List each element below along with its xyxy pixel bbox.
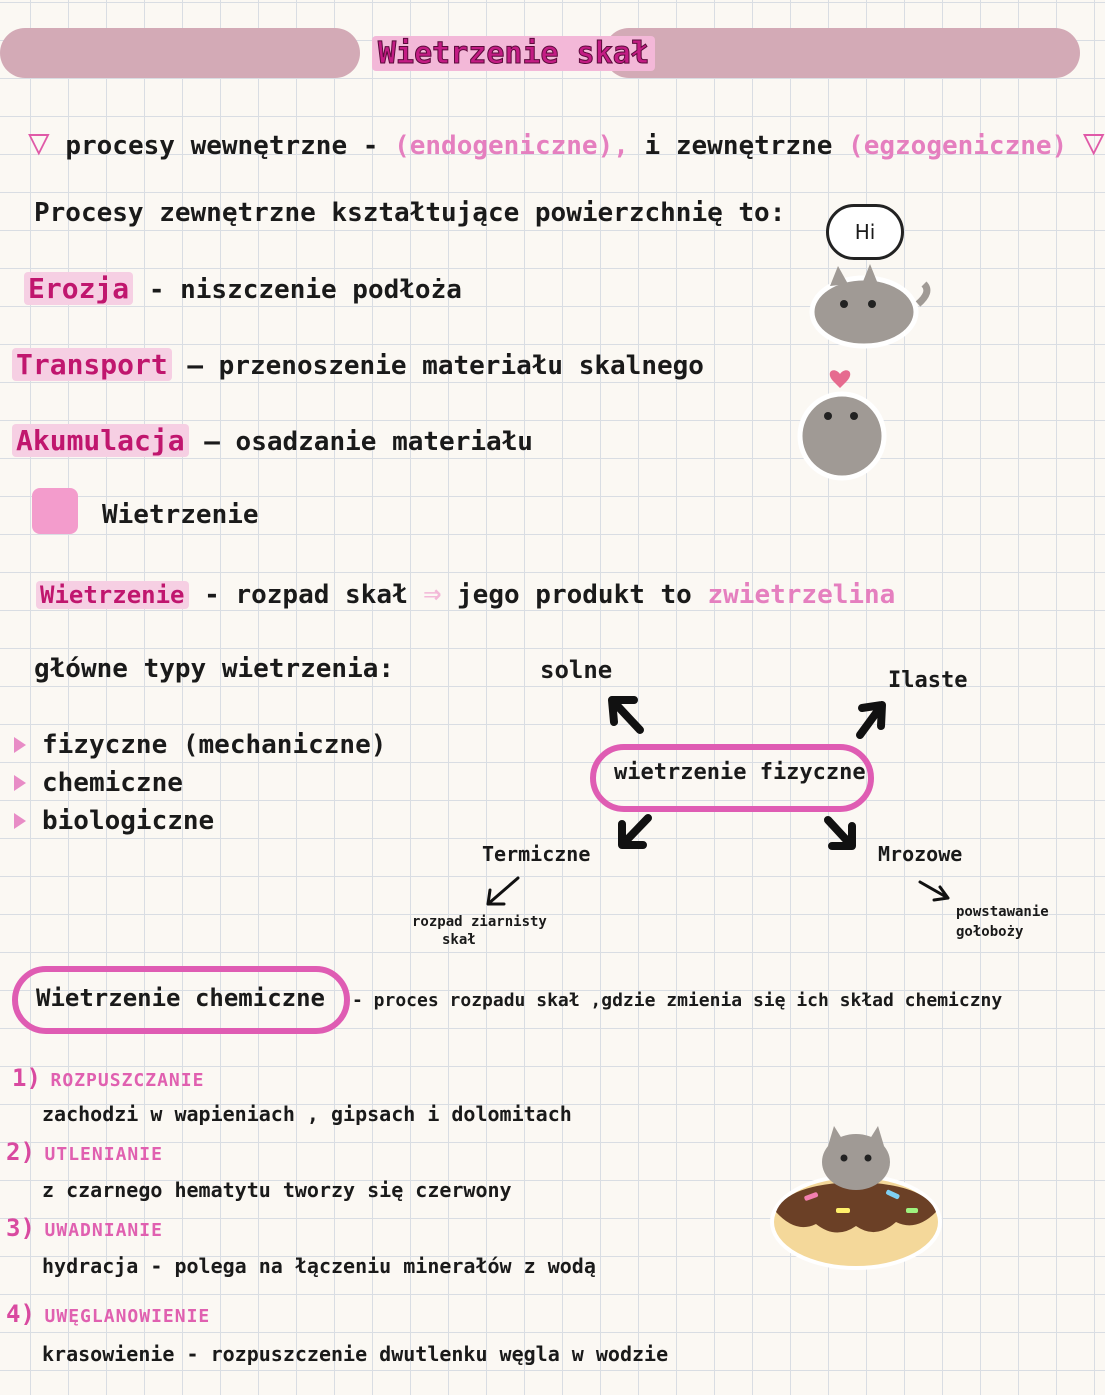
cat-heart-sticker-icon: [790, 366, 900, 482]
arrow-up-left-icon: [612, 700, 640, 730]
process-term: Transport: [12, 348, 172, 381]
donut-cat-sticker-icon: [766, 1122, 946, 1272]
physical-ilaste: Ilaste: [888, 668, 968, 693]
chemical-term: Wietrzenie chemiczne: [36, 984, 325, 1012]
item-number: 3): [6, 1214, 35, 1242]
item-number: 2): [6, 1138, 35, 1166]
mrozowe-note-2: gołoboży: [956, 924, 1024, 940]
definition-desc: - rozpad skał: [204, 580, 408, 610]
type-label: biologiczne: [42, 806, 215, 836]
type-label: chemiczne: [42, 768, 183, 798]
process-desc: - niszczenie podłoża: [148, 275, 462, 305]
chemical-item-3: [6, 1214, 163, 1242]
section-label: Wietrzenie: [102, 500, 259, 530]
definition-line: [36, 576, 895, 611]
list-item: [14, 764, 386, 802]
page-title: Wietrzenie skał: [372, 36, 655, 71]
arrow-small-down-left-icon: [488, 878, 518, 904]
intro-egzo: (egzogeniczne): [848, 131, 1068, 161]
types-heading: główne typy wietrzenia:: [34, 654, 395, 684]
mrozowe-note-1: powstawanie: [956, 904, 1049, 920]
chemical-item-4: [6, 1300, 210, 1328]
item-heading: UWĘGLANOWIENIE: [44, 1306, 211, 1327]
bullet-icon: [14, 737, 26, 753]
definition-result: jego produkt to: [457, 580, 692, 610]
cat-sticker-icon: [790, 258, 940, 358]
item-heading: ROZPUSZCZANIE: [50, 1070, 205, 1091]
bullet-icon: [14, 775, 26, 791]
process-term: Akumulacja: [12, 424, 189, 457]
subtitle: Procesy zewnętrzne kształtujące powierzchnię to:: [34, 198, 786, 228]
bullet-icon: [14, 813, 26, 829]
intro-middle: i zewnętrzne: [644, 131, 833, 161]
item-number: 1): [12, 1064, 41, 1092]
chemical-item-2: [6, 1138, 163, 1166]
definition-product: zwietrzelina: [707, 580, 896, 610]
termiczne-note-2: skał: [442, 932, 476, 948]
process-transport: [12, 348, 704, 381]
warning-triangle-icon: ▽: [28, 122, 50, 163]
item-heading: UWADNIANIE: [44, 1220, 163, 1241]
definition-term: Wietrzenie: [36, 581, 189, 609]
chemical-item-4-text: krasowienie - rozpuszczenie dwutlenku węgla w wodzie: [42, 1342, 669, 1366]
process-term: Erozja: [24, 272, 133, 305]
arrow-right-icon: ⇒: [423, 576, 442, 611]
chemical-item-3-text: hydracja - polega na łączeniu minerałów z wodą: [42, 1254, 596, 1278]
physical-solne: solne: [540, 656, 613, 684]
termiczne-note-1: rozpad ziarnisty: [412, 914, 547, 930]
chemical-desc: - proces rozpadu skał ,gdzie zmienia się ich skład chemiczny: [352, 990, 1003, 1011]
arrow-up-right-icon: [860, 705, 882, 735]
intro-line: [28, 122, 1105, 163]
title-bar-right: [604, 28, 1080, 78]
type-label: fizyczne (mechaniczne): [42, 730, 387, 760]
pink-swatch: [32, 488, 78, 534]
intro-endo: (endogeniczne),: [394, 131, 629, 161]
chemical-item-1: [12, 1064, 204, 1092]
chemical-item-1-text: zachodzi w wapieniach , gipsach i dolomitach: [42, 1102, 572, 1126]
title-bar-left: [0, 28, 360, 78]
physical-center: wietrzenie fizyczne: [614, 760, 866, 785]
physical-mrozowe: Mrozowe: [878, 842, 963, 866]
speech-bubble: [826, 204, 904, 260]
item-heading: UTLENIANIE: [44, 1144, 163, 1165]
chemical-item-2-text: z czarnego hematytu tworzy się czerwony: [42, 1178, 512, 1202]
item-number: 4): [6, 1300, 35, 1328]
warning-triangle-icon: ▽: [1082, 122, 1105, 163]
list-item: [14, 802, 386, 840]
process-akumulacja: [12, 424, 533, 457]
arrow-down-right-icon: [828, 820, 852, 846]
arrow-down-left-icon: [622, 818, 648, 845]
intro-prefix: procesy wewnętrzne -: [65, 131, 379, 161]
process-erozja: [24, 272, 462, 305]
arrow-small-down-right-icon: [920, 882, 948, 900]
process-desc: — osadzanie materiału: [204, 427, 533, 457]
physical-termiczne: Termiczne: [482, 842, 591, 866]
speech-bubble-text: Hi: [854, 220, 876, 244]
types-list: [14, 726, 386, 840]
list-item: [14, 726, 386, 764]
process-desc: — przenoszenie materiału skalnego: [187, 351, 704, 381]
